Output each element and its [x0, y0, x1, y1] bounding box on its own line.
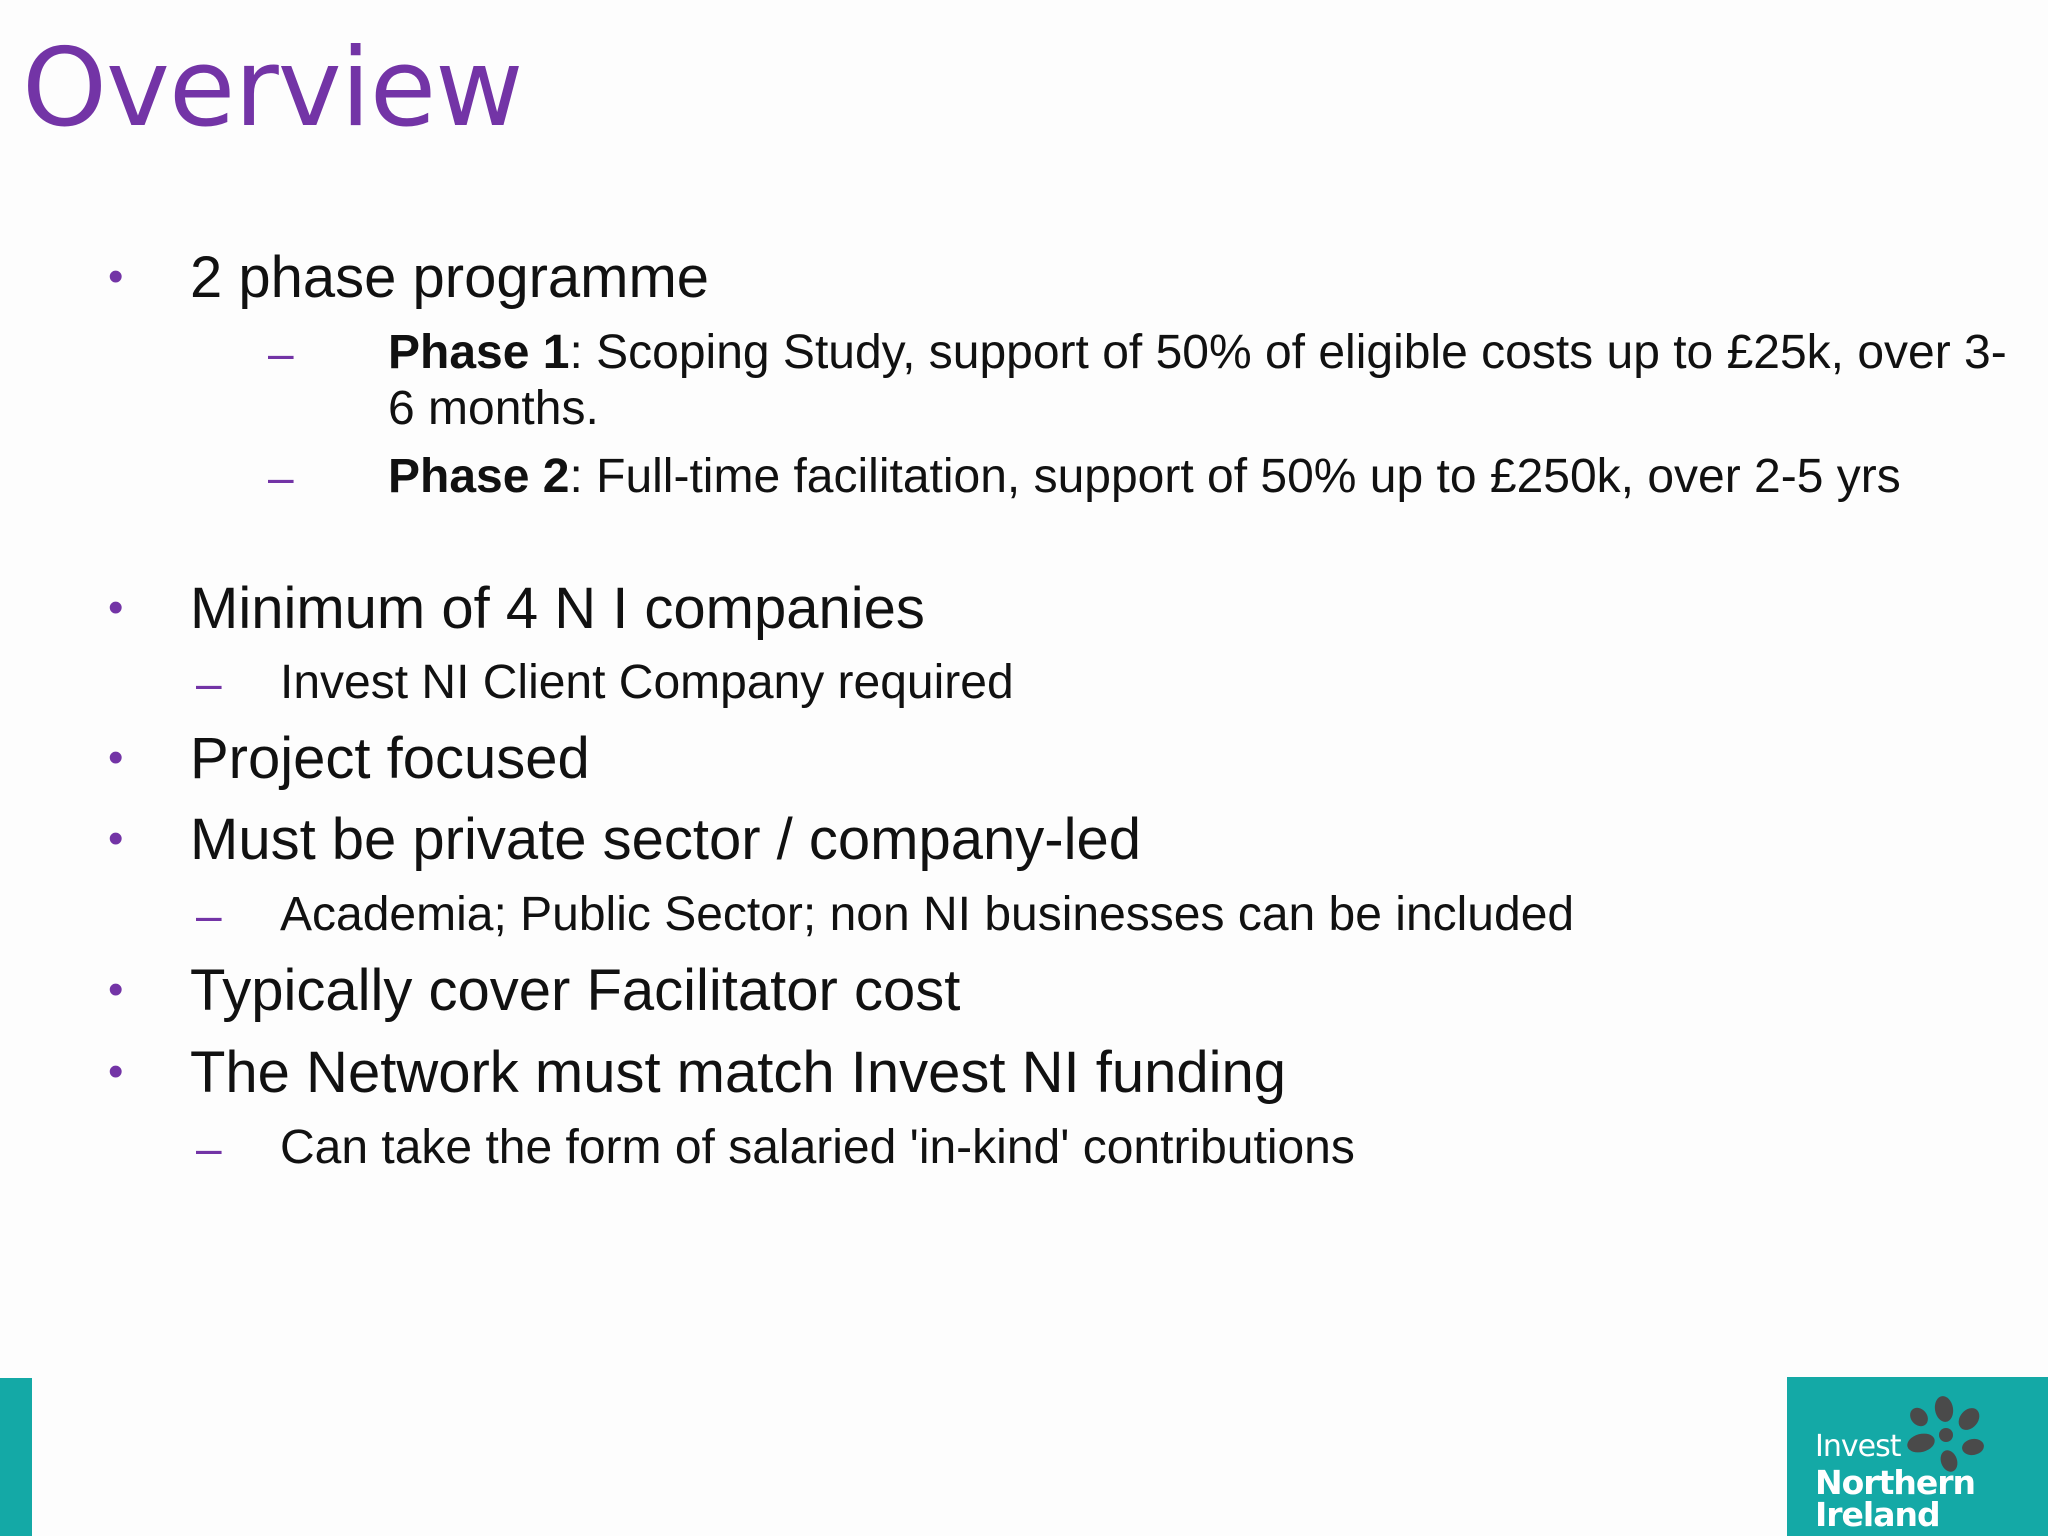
bullet-text: 2 phase programme	[190, 245, 710, 310]
sub-bullet-text	[388, 449, 2028, 505]
sub-bullet-text: Invest NI Client Company required	[280, 656, 1014, 709]
invest-ni-logo	[1787, 1377, 2048, 1536]
bullet-text: Typically cover Facilitator cost	[190, 958, 961, 1023]
bullet-dot-icon: •	[108, 733, 124, 782]
bullet-dash-icon: –	[196, 657, 222, 709]
sub-bullet-text: Can take the form of salaried 'in-kind' contributions	[280, 1121, 1355, 1174]
bullet-text: The Network must match Invest NI funding	[190, 1040, 1286, 1105]
phase2-text: : Full-time facilitation, support of 50% up to £250k, over 2-5 yrs	[569, 450, 1901, 503]
bullet-dot-icon: •	[108, 965, 124, 1014]
bullet-text: Project focused	[190, 726, 590, 791]
bullet-text: Must be private sector / company-led	[190, 807, 1141, 872]
bullet-dot-icon: •	[108, 814, 124, 863]
bullet-dot-icon: •	[108, 252, 124, 301]
phase2-label: Phase 2	[388, 450, 570, 503]
logo-invest-text: Invest	[1815, 1429, 1901, 1464]
bullet-dot-icon: •	[108, 1047, 124, 1096]
sub-bullet-text: Academia; Public Sector; non NI businesses can be included	[280, 888, 1575, 941]
phase1-text: : Scoping Study, support of 50% of eligible costs up to £25k, over 3-6 months.	[388, 326, 2007, 435]
sub-bullet-text	[388, 325, 2028, 437]
bullet-dash-icon: –	[196, 1122, 222, 1174]
bullet-dash-icon: –	[268, 327, 294, 379]
bullet-dash-icon: –	[268, 451, 294, 503]
slide-title: Overview	[22, 26, 523, 151]
phase1-label: Phase 1	[388, 326, 570, 379]
bullet-dash-icon: –	[196, 889, 222, 941]
logo-northern-text: Northern	[1815, 1463, 1975, 1502]
bullet-text: Minimum of 4 N I companies	[190, 576, 925, 641]
left-accent-bar	[0, 1378, 32, 1536]
bullet-dot-icon: •	[108, 583, 124, 632]
logo-ireland-text: Ireland	[1815, 1495, 1940, 1534]
